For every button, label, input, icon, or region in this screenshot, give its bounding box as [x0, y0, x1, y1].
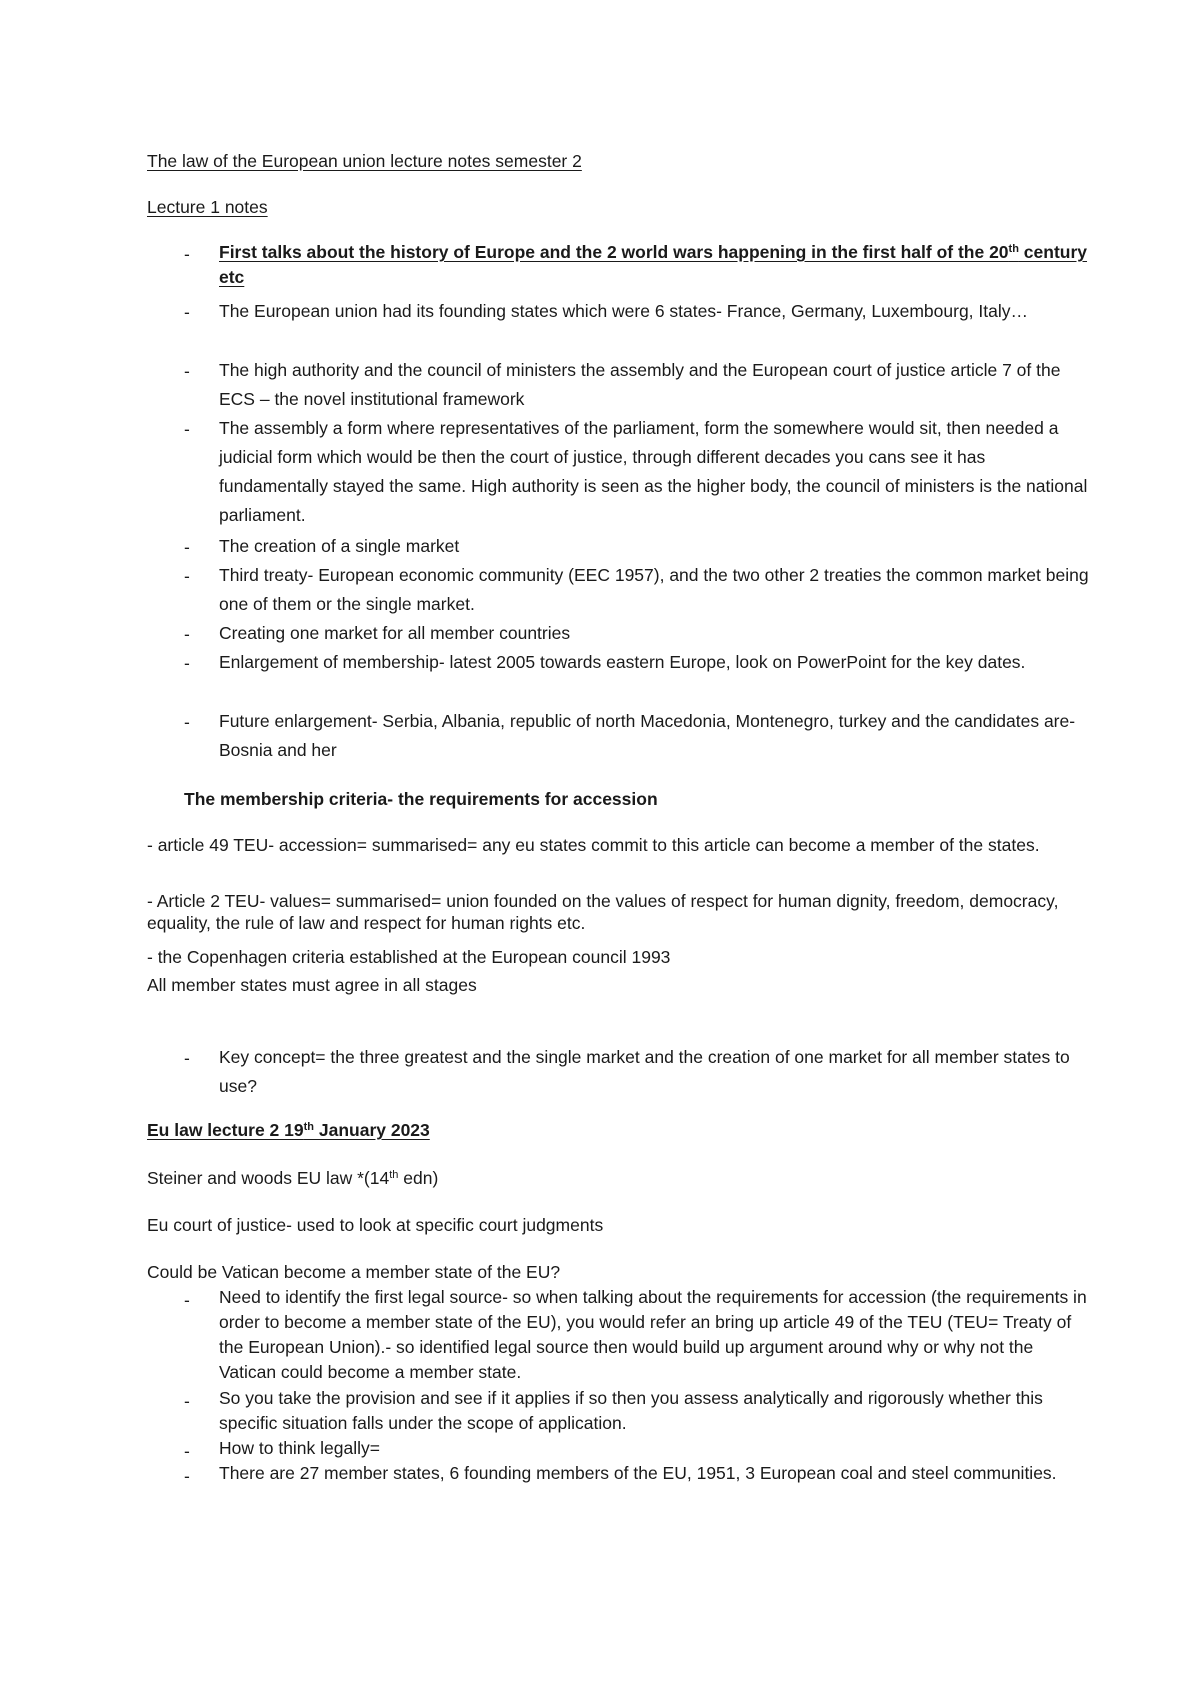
bullet-dash: - [184, 566, 190, 586]
membership-line-4: All member states must agree in all stages [147, 975, 477, 995]
bullet-dash: - [184, 1441, 190, 1461]
bullet-dash: - [184, 244, 190, 264]
bullet-dash: - [184, 1290, 190, 1310]
bullet-dash: - [184, 653, 190, 673]
bullet-dash: - [184, 361, 190, 381]
lecture1-bullet-5: The creation of a single market [219, 536, 460, 556]
lecture2-bullet-2: So you take the provision and see if it applies if so then you assess analytically and rigorously whether this specific situation falls under the scope of application. [219, 1388, 1043, 1433]
lecture2-bullet-4: There are 27 member states, 6 founding members of the EU, 1951, 3 European coal and steel communities. [219, 1463, 1057, 1483]
bullet-dash: - [184, 712, 190, 732]
lecture1-bullet-9: Future enlargement- Serbia, Albania, republic of north Macedonia, Montenegro, turkey and the candidates are- Bosnia and her [219, 711, 1076, 760]
membership-line-2: - Article 2 TEU- values= summarised= union founded on the values of respect for human dignity, freedom, democracy, equality, the rule of law and respect for human rights etc. [147, 891, 1059, 933]
document-title: The law of the European union lecture notes semester 2 [147, 151, 582, 171]
lecture2-bullet-1: Need to identify the first legal source- so when talking about the requirements for accession (the requirements in order to become a member state of the EU), you would refer an bring up article 49 of the TEU (TEU= Treaty of the European Union).- so identified legal source then would build up argument around why or why not the Vatican could become a member state. [219, 1287, 1087, 1382]
lecture1-bullet-8: Enlargement of membership- latest 2005 towards eastern Europe, look on PowerPoint for the key dates. [219, 652, 1026, 672]
lecture1-bullet-7: Creating one market for all member countries [219, 623, 571, 643]
bullet-dash: - [184, 1048, 190, 1068]
membership-line-3: - the Copenhagen criteria established at the European council 1993 [147, 947, 671, 967]
lecture1-bullet-1: First talks about the history of Europe and the 2 world wars happening in the first half of the 20th century etc [219, 242, 1088, 287]
lecture1-bullet-4: The assembly a form where representatives of the parliament, form the somewhere would sit, then needed a judicial form which would be then the court of justice, through different decades you cans see it has fundamentally stayed the same. High authority is seen as the higher body, the council of ministers is the national parliament. [219, 418, 1088, 525]
bullet-dash: - [184, 1466, 190, 1486]
membership-line-1: - article 49 TEU- accession= summarised= any eu states commit to this article can become a member of the states. [147, 835, 1040, 855]
bullet-dash: - [184, 537, 190, 557]
key-concept-bullet: Key concept= the three greatest and the single market and the creation of one market for all member states to use? [219, 1047, 1070, 1096]
bullet-dash: - [184, 419, 190, 439]
lecture2-heading: Eu law lecture 2 19th January 2023 [147, 1120, 430, 1140]
court-of-justice-note: Eu court of justice- used to look at specific court judgments [147, 1215, 604, 1235]
lecture2-bullet-3: How to think legally= [219, 1438, 380, 1458]
bullet-dash: - [184, 1391, 190, 1411]
bullet-dash: - [184, 624, 190, 644]
lecture1-heading: Lecture 1 notes [147, 197, 268, 217]
vatican-question: Could be Vatican become a member state of the EU? [147, 1262, 561, 1282]
textbook-reference: Steiner and woods EU law *(14th edn) [147, 1168, 439, 1188]
lecture1-bullet-2: The European union had its founding states which were 6 states- France, Germany, Luxembourg, Italy… [219, 301, 1028, 321]
bullet-dash: - [184, 302, 190, 322]
lecture1-bullet-3: The high authority and the council of ministers the assembly and the European court of justice article 7 of the ECS – the novel institutional framework [219, 360, 1061, 409]
lecture1-bullet-6: Third treaty- European economic community (EEC 1957), and the two other 2 treaties the common market being one of them or the single market. [219, 565, 1089, 614]
membership-heading: The membership criteria- the requirements for accession [184, 789, 658, 809]
